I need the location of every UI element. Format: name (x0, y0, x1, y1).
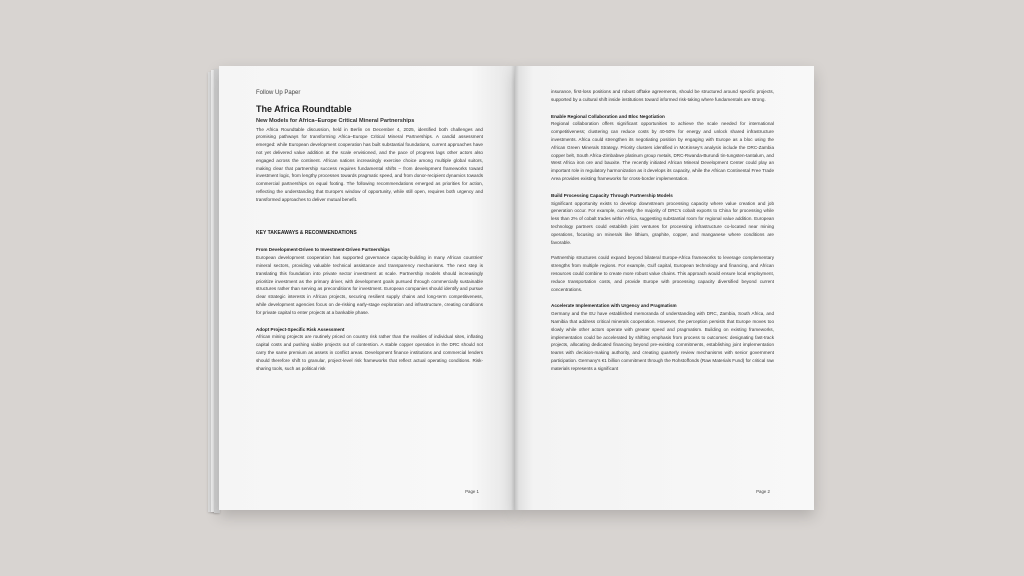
section-heading: KEY TAKEAWAYS & RECOMMENDATIONS (256, 229, 357, 236)
intro-paragraph: The Africa Roundtable discussion, held in Berlin on December 4, 2025, identified both challenges and promising pathways for transforming Africa–Europe Critical Mineral Partnerships. A candid assessment emerged: while European development cooperation has built substantial foundations, current approaches have not yet delivered value addition at the scale envisioned, and the pace of progress lags other actors also engaged across the continent. African nations increasingly exercise choice among multiple global suitors, making clear that partnership success requires fundamental shifts – from development frameworks toward investment logic, from lengthy processes towards pragmatic speed, and from donor-recipient dynamics towards commercial partnerships on equal footing. The following recommendations emerged as priorities for action, reflecting the understanding that Europe's window of opportunity, while still open, requires both urgency and transformed approaches to deliver mutual benefit. (256, 126, 483, 202)
left-page (219, 66, 515, 510)
subsection-heading: Accelerate Implementation with Urgency and Pragmatism (551, 303, 677, 309)
page-number: Page 1 (465, 489, 479, 494)
body-paragraph: Partnership structures could expand beyond bilateral Europe-Africa frameworks to leverage complementary strengths from multiple regions. For example, Gulf capital, European technology and financing, and African resources could combine to create more robust value chains. This approach would ensure local employment, reduce transportation costs, and provide Europe with processing capacity diversified beyond current concentrations. (551, 255, 774, 292)
subsection-heading: Enable Regional Collaboration and Bloc Negotiation (551, 113, 665, 119)
document-kicker: Follow Up Paper (256, 90, 301, 96)
body-paragraph: Significant opportunity exists to develop downstream processing capacity where value creation and job generation occur. For example, currently the majority of DRC's cobalt exports to China for processing while less than 2% of cobalt trades within Africa, suggesting substantial room for regional value addition. European technology partners could establish joint ventures for processing infrastructure co-located near mining operations, focusing on minerals like lithium, graphite, copper, and manganese where conditions are favorable. (551, 200, 774, 245)
document-subtitle: New Models for Africa–Europe Critical Mineral Partnerships (256, 117, 415, 124)
body-paragraph: Germany and the EU have established memoranda of understanding with DRC, Zambia, South Africa, and Namibia that address critical minerals cooperation. However, the perception persists that Europe moves too slowly while other actors operate with greater speed and pragmatism. Building on existing frameworks, implementation could be accelerated by shifting emphasis from process to outcomes: designating fast-track projects, allocating dedicated financing beyond pre-existing commitments, establishing joint implementation teams with decision-making authority, and creating quarterly review mechanisms with senior government participation. Germany's €1 billion commitment through the Rohstoffonds (Raw Materials Fund) for critical raw materials represents a significant (551, 311, 774, 371)
body-paragraph: insurance, first-loss positions and robust offtake agreements, should be structured around specific projects, supported by a cultural shift inside institutions toward informed risk-taking where fundamentals are strong. (551, 89, 774, 102)
left-page-content (256, 86, 483, 372)
page-number: Page 2 (756, 489, 770, 494)
subsection-heading: Adopt Project-Specific Risk Assessment (256, 326, 345, 332)
right-page (515, 66, 814, 510)
subsection-heading: Build Processing Capacity Through Partnership Models (551, 192, 673, 198)
book-gutter (511, 66, 519, 510)
body-paragraph: European development cooperation has supported governance capacity-building in many African countries' mineral sectors, providing valuable technical assistance and transparency mechanisms. The next step is translating this foundation into private sector investment at scale. Partnership models should increasingly prioritize investment as the primary driver, with development goals pursued through commercially sustainable structures rather than serving as preconditions for investment. European companies should identify and pursue clear strategic interests in African projects, securing resilient supply chains and long-term competitiveness, while development agencies focus on de-risking early-stage exploration and infrastructure, creating conditions for private capital to enter projects at a bankable phase. (256, 255, 483, 315)
body-paragraph: African mining projects are routinely priced on country risk rather than the realities of individual sites, inflating capital costs and pushing viable projects out of contention. A stable copper operation in the DRC should not carry the same premium as assets in conflict areas. Development finance institutions and commercial lenders should therefore shift to granular, project-level risk frameworks that reflect actual operating conditions. Risk-sharing tools, such as political risk (256, 334, 483, 371)
document-title: The Africa Roundtable (256, 103, 352, 114)
right-page-content (551, 88, 774, 373)
subsection-heading: From Development-Driven to Investment-Driven Partnerships (256, 247, 390, 253)
body-paragraph: Regional collaboration offers significant opportunities to achieve the scale needed for international competitiveness; clustering can reduce costs by 40-50% for energy and unlock shared infrastructure investments. Africa could strengthen its negotiating position by engaging with Europe as a bloc using the African Green Minerals Strategy. Priority clusters identified in McKinsey's analysis include the DRC-Zambia copper belt, South Africa-Zimbabwe platinum group metals, DRC-Rwanda-Burundi tin-tungsten-tantalum, and West Africa iron ore and bauxite. The recently initiated African Mineral Development Center could play an important role in regulatory harmonization as it develops its capacity, while the African Continental Free Trade Area provides existing frameworks for cross-border implementation. (551, 121, 774, 181)
